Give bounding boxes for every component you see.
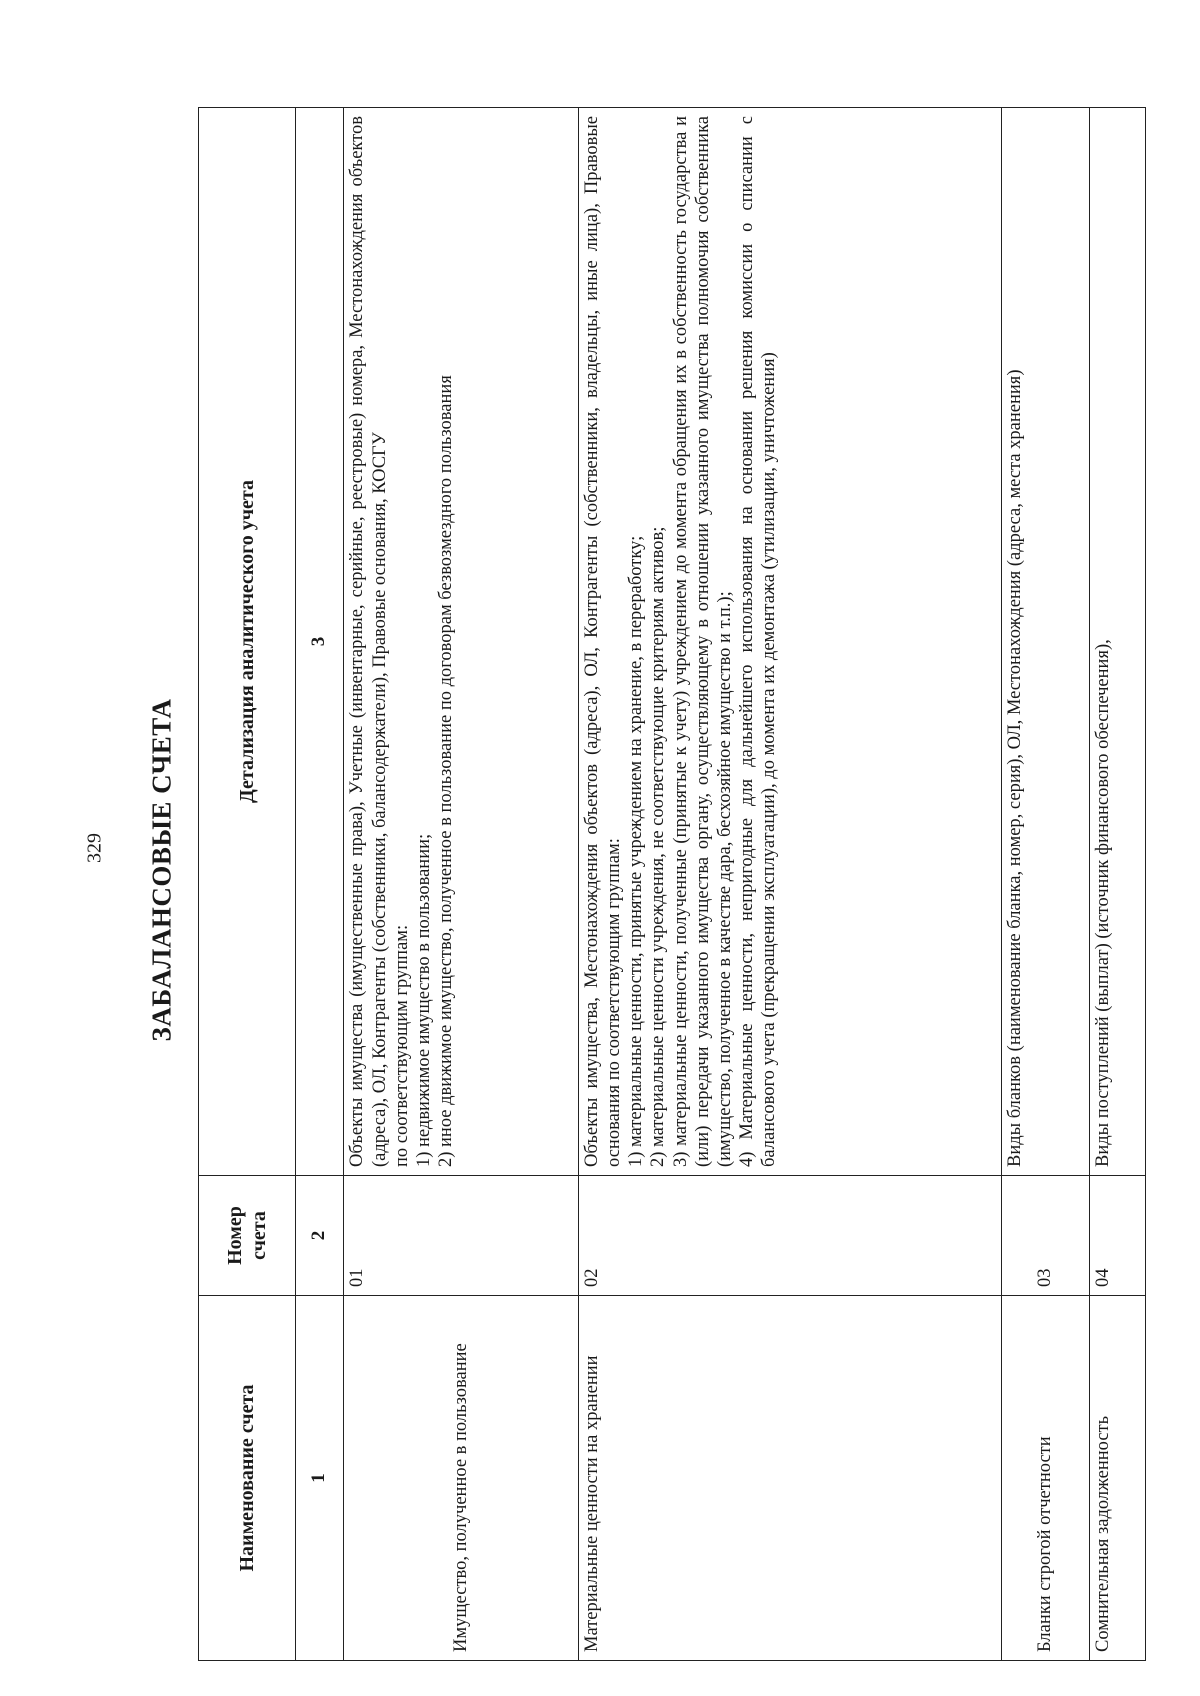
account-detail-cell	[1001, 108, 1089, 1176]
detail-line: по соответствующим группам:	[391, 924, 412, 1167]
column-number-2: 2	[295, 1176, 343, 1296]
column-number-3: 3	[295, 108, 343, 1176]
table-row	[344, 108, 578, 1661]
account-name-cell: Сомнительная задолженность	[1089, 1296, 1145, 1661]
header-analytics-detail: Детализация аналитического учета	[199, 108, 296, 1176]
account-number-cell: 03	[1001, 1176, 1089, 1296]
accounts-table-container	[198, 107, 1146, 1661]
account-detail-cell	[1089, 108, 1145, 1176]
account-detail-cell	[344, 108, 578, 1176]
account-detail-cell	[578, 108, 1001, 1176]
column-number-1: 1	[295, 1296, 343, 1661]
detail-line: 4) Материальные ценности, непригодные для дальнейшего использования на основании решения комиссии о списании с балансового учета (прекращении эксплуатации), до момента их демонтажа (утилизации, уничтожения)	[737, 116, 780, 1167]
column-number-row	[295, 108, 343, 1661]
detail-line: 2) иное движимое имущество, полученное в пользование по договорам безвозмездного пользования	[436, 375, 457, 1167]
account-name-cell: Материальные ценности на хранении	[578, 1296, 1001, 1661]
detail-line: 3) материальные ценности, полученные (принятые к учету) учреждением до момента обращения их в собственность государства и (или) передачи указанного имущества органу, осуществляющему в отношении указанного имущества полномочия собственника (имущество, полученное в качестве дара, бесхозяйное имущество и т.п.);	[670, 116, 736, 1167]
document-title: ЗАБАЛАНСОВЫЕ СЧЕТА	[146, 698, 177, 1042]
page-number: 329	[83, 833, 106, 863]
detail-line: 2) материальные ценности учреждения, не соответствующие критериям активов;	[648, 526, 669, 1167]
off-balance-accounts-table	[198, 107, 1146, 1661]
header-account-name: Наименование счета	[199, 1296, 296, 1661]
account-number-cell: 02	[578, 1176, 1001, 1296]
detail-line: Объекты имущества (имущественные права), Учетные (инвентарные, серийные, реестровые) номера, Местонахождения объектов (адреса), ОЛ, Контрагенты (собственники, балансодержатели), Правовые основания, КОСГУ	[347, 116, 390, 1167]
table-row	[1001, 108, 1089, 1661]
detail-line: Объекты имущества, Местонахождения объектов (адреса), ОЛ, Контрагенты (собственники, владельцы, иные лица), Правовые основания по соответствующим группам:	[581, 116, 625, 1167]
detail-line: Виды бланков (наименование бланка, номер, серия), ОЛ, Местонахождения (адреса, места хранения)	[1004, 369, 1025, 1167]
detail-line: 1) недвижимое имущество в пользовании;	[413, 833, 434, 1167]
account-number-cell: 01	[344, 1176, 578, 1296]
account-name-cell: Бланки строгой отчетности	[1001, 1296, 1089, 1661]
table-row	[1089, 108, 1145, 1661]
table-row	[578, 108, 1001, 1661]
table-header-row	[199, 108, 296, 1661]
account-name-cell: Имущество, полученное в пользование	[344, 1296, 578, 1661]
detail-line: 1) материальные ценности, принятые учреждением на хранение, в переработку;	[626, 535, 647, 1167]
account-number-cell: 04	[1089, 1176, 1145, 1296]
detail-line: Виды поступлений (выплат) (источник финансового обеспечения),	[1092, 639, 1113, 1167]
header-account-number: Номер счета	[199, 1176, 296, 1296]
